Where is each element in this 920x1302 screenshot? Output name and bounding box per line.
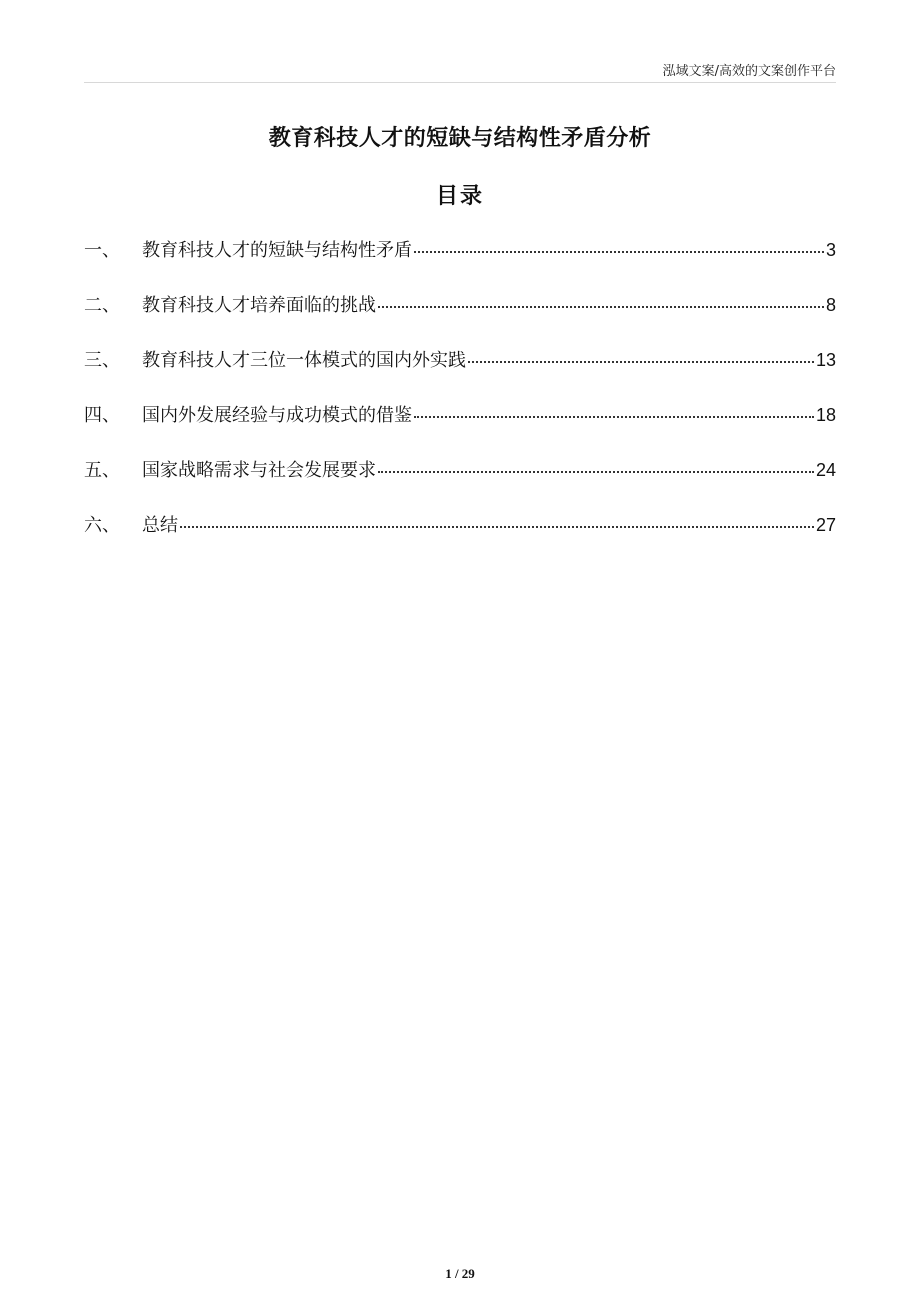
toc-entry-number: 五、 bbox=[84, 460, 120, 481]
header-divider bbox=[84, 82, 836, 83]
toc-dot-leader bbox=[180, 511, 814, 531]
toc-entry-page[interactable]: 13 bbox=[815, 350, 836, 370]
page-header: 泓域文案/高效的文案创作平台 bbox=[662, 64, 836, 79]
toc-dot-leader bbox=[378, 291, 824, 311]
toc-entry[interactable] bbox=[84, 346, 836, 401]
toc-dot-leader bbox=[414, 236, 824, 256]
toc-entry-label[interactable]: 教育科技人才的短缺与结构性矛盾 bbox=[142, 240, 412, 261]
page-number-footer: 1 / 29 bbox=[445, 1266, 475, 1281]
toc-dot-leader bbox=[468, 346, 814, 366]
toc-entry-number: 一、 bbox=[84, 240, 120, 261]
toc-entry-page[interactable]: 24 bbox=[815, 460, 836, 480]
toc-dot-leader bbox=[378, 456, 814, 476]
toc-entry-number: 四、 bbox=[84, 405, 120, 426]
toc-entry[interactable] bbox=[84, 291, 836, 346]
toc-entry-number: 二、 bbox=[84, 295, 120, 316]
toc-heading: 目录 bbox=[435, 184, 484, 209]
toc-entry[interactable] bbox=[84, 236, 836, 291]
toc-entry-label[interactable]: 教育科技人才培养面临的挑战 bbox=[142, 295, 376, 316]
document-title: 教育科技人才的短缺与结构性矛盾分析 bbox=[268, 126, 652, 151]
toc-entry-label[interactable]: 国内外发展经验与成功模式的借鉴 bbox=[142, 405, 412, 426]
toc-entry-page[interactable]: 8 bbox=[825, 295, 836, 315]
toc-entry-number: 六、 bbox=[84, 515, 120, 536]
toc-entry-page[interactable]: 18 bbox=[815, 405, 836, 425]
toc-entry-label[interactable]: 教育科技人才三位一体模式的国内外实践 bbox=[142, 350, 466, 371]
toc-entry[interactable] bbox=[84, 456, 836, 511]
toc-entry-label[interactable]: 国家战略需求与社会发展要求 bbox=[142, 460, 376, 481]
toc-dot-leader bbox=[414, 401, 814, 421]
toc-entry-label[interactable]: 总结 bbox=[142, 515, 178, 536]
table-of-contents bbox=[84, 236, 836, 566]
toc-entry[interactable] bbox=[84, 401, 836, 456]
toc-entry-number: 三、 bbox=[84, 350, 120, 371]
toc-entry-page[interactable]: 27 bbox=[815, 515, 836, 535]
toc-entry[interactable] bbox=[84, 511, 836, 566]
toc-entry-page[interactable]: 3 bbox=[825, 240, 836, 260]
